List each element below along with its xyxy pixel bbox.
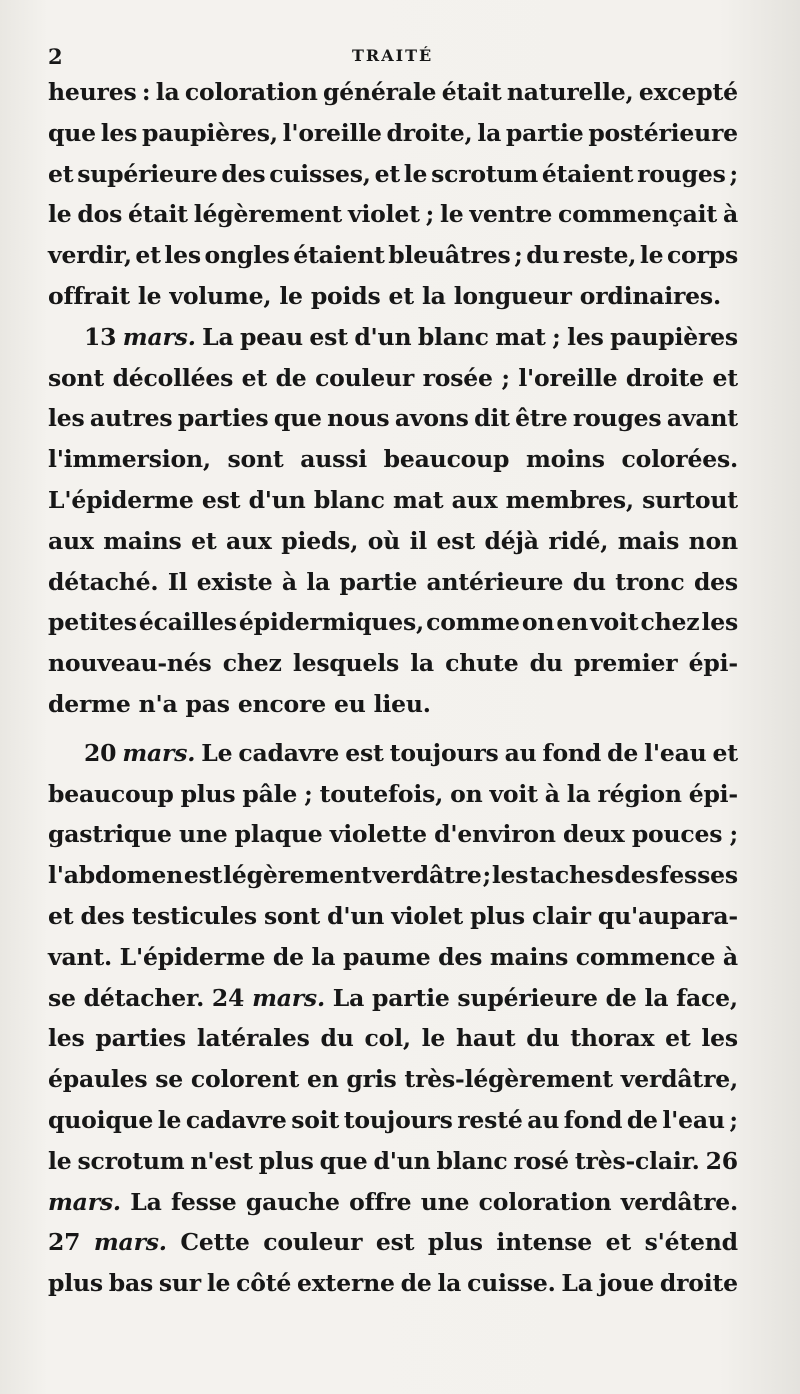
text-line: nouveau-nés chez lesquels la chute du premier épi- xyxy=(48,649,738,678)
running-title: TRAITÉ xyxy=(352,46,434,65)
text-line: sont décollées et de couleur rosée ; l'oreille droite et xyxy=(48,363,738,392)
text-line: 27 mars. Cette couleur est plus intense et s'étend xyxy=(48,1228,738,1257)
text-line: les autres parties que nous avons dit être rouges avant xyxy=(48,404,738,433)
text-line: aux mains et aux pieds, où il est déjà ridé, mais non xyxy=(48,526,738,555)
text-line: 13 mars. La peau est d'un blanc mat ; les paupières xyxy=(84,322,738,351)
text-line: offrait le volume, le poids et la longueur ordinaires. xyxy=(48,281,721,310)
text-line: le dos était légèrement violet ; le ventre commençait à xyxy=(48,200,738,229)
running-head xyxy=(0,44,800,70)
text-line: verdir, et les ongles étaient bleuâtres ; du reste, le corps xyxy=(48,241,738,270)
text-line: petites écailles épidermiques, comme on en voit chez les xyxy=(48,608,738,637)
text-line: vant. L'épiderme de la paume des mains commence à xyxy=(48,942,738,971)
text-line: se détacher. 24 mars. La partie supérieure de la face, xyxy=(48,983,738,1012)
text-line: L'épiderme est d'un blanc mat aux membres, surtout xyxy=(48,485,738,514)
text-line: et supérieure des cuisses, et le scrotum étaient rouges ; xyxy=(48,159,738,188)
text-line: derme n'a pas encore eu lieu. xyxy=(48,689,431,718)
text-line: épaules se colorent en gris très-légèrement verdâtre, xyxy=(48,1065,738,1094)
text-line: que les paupières, l'oreille droite, la partie postérieure xyxy=(48,118,738,147)
text-line: détaché. Il existe à la partie antérieure du tronc des xyxy=(48,567,738,596)
text-line: le scrotum n'est plus que d'un blanc rosé très-clair. 26 xyxy=(48,1146,738,1175)
text-line: mars. La fesse gauche offre une coloration verdâtre. xyxy=(48,1187,738,1216)
text-line: l'immersion, sont aussi beaucoup moins colorées. xyxy=(48,445,738,474)
text-line: gastrique une plaque violette d'environ deux pouces ; xyxy=(48,820,738,849)
body-text xyxy=(48,78,738,1310)
text-line: beaucoup plus pâle ; toutefois, on voit à la région épi- xyxy=(48,779,738,808)
text-line: et des testicules sont d'un violet plus clair qu'aupara- xyxy=(48,901,738,930)
page-number: 2 xyxy=(48,44,63,69)
text-line: les parties latérales du col, le haut du thorax et les xyxy=(48,1024,738,1053)
text-line: quoique le cadavre soit toujours resté au fond de l'eau ; xyxy=(48,1105,738,1134)
text-line: 20 mars. Le cadavre est toujours au fond de l'eau et xyxy=(84,738,738,767)
text-line: l'abdomen est légèrement verdâtre ; les taches des fesses xyxy=(48,861,738,890)
text-line: heures : la coloration générale était naturelle, excepté xyxy=(48,78,738,106)
text-line: plus bas sur le côté externe de la cuisse. La joue droite xyxy=(48,1269,738,1298)
